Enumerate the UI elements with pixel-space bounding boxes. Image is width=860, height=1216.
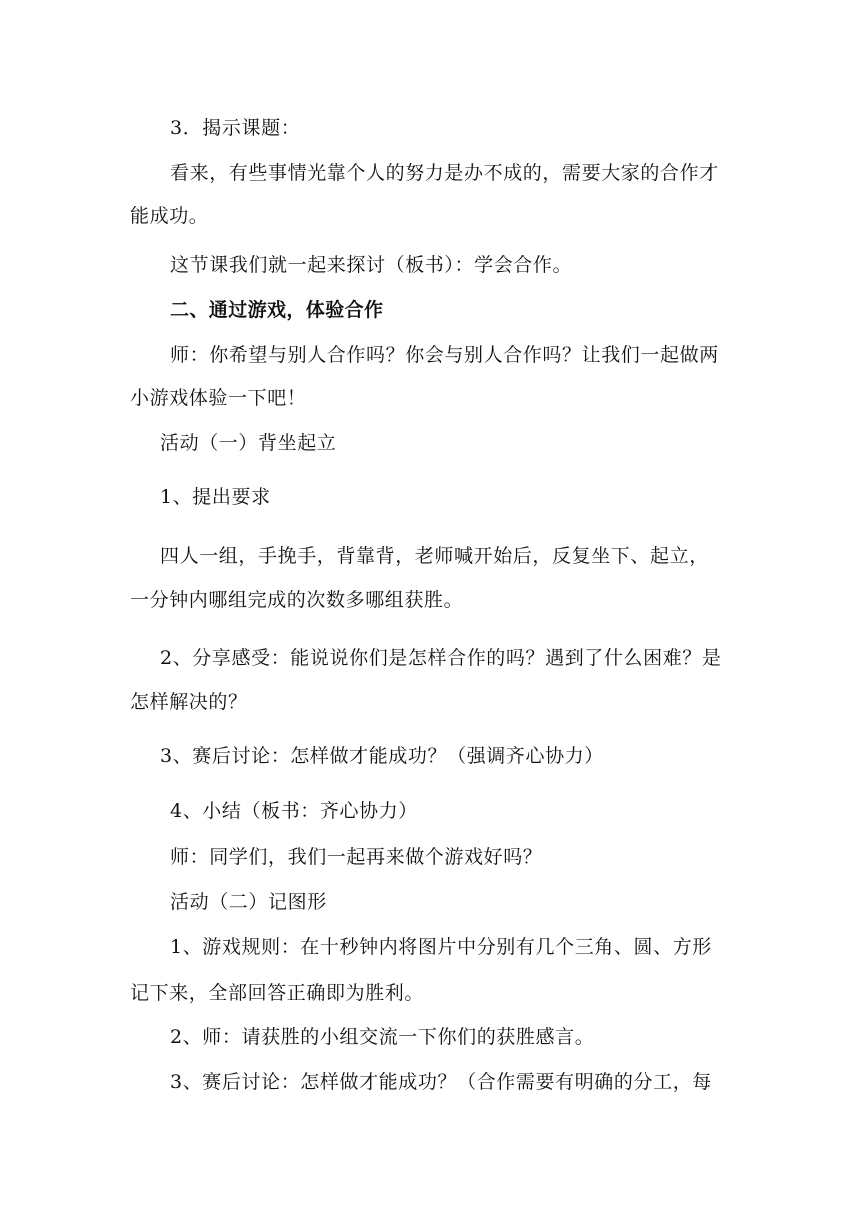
section-heading-reveal-topic: 3．揭示课题：: [170, 117, 301, 139]
list-item: 3、赛后讨论：怎样做才能成功？（强调齐心协力）: [160, 745, 604, 767]
paragraph-line: 师：同学们，我们一起再来做个游戏好吗？: [170, 846, 543, 868]
paragraph-line: 一分钟内哪组完成的次数多哪组获胜。: [130, 589, 464, 611]
paragraph-line: 这节课我们就一起来探讨（板书）：学会合作。: [170, 254, 573, 276]
paragraph-line: 记下来，全部回答正确即为胜利。: [130, 982, 425, 1004]
list-item: 1、提出要求: [160, 486, 271, 508]
list-item: 3、赛后讨论：怎样做才能成功？（合作需要有明确的分工，每: [170, 1071, 712, 1093]
paragraph-line: 看来，有些事情光靠个人的努力是办不成的，需要大家的合作才: [170, 162, 719, 184]
list-item: 1、游戏规则：在十秒钟内将图片中分别有几个三角、圆、方形: [170, 936, 712, 958]
activity-heading-one: 活动（一）背坐起立: [160, 432, 337, 454]
list-item: 2、师：请获胜的小组交流一下你们的获胜感言。: [170, 1026, 595, 1048]
list-item: 2、分享感受：能说说你们是怎样合作的吗？遇到了什么困难？是: [160, 647, 722, 669]
section-heading-game-experience: 二、通过游戏，体验合作: [170, 299, 384, 321]
paragraph-line: 师：你希望与别人合作吗？你会与别人合作吗？让我们一起做两: [170, 344, 719, 366]
paragraph-line: 四人一组，手挽手，背靠背，老师喊开始后，反复坐下、起立，: [160, 545, 709, 567]
activity-heading-two: 活动（二）记图形: [170, 891, 327, 913]
paragraph-line: 小游戏体验一下吧！: [130, 387, 307, 409]
paragraph-line: 怎样解决的？: [130, 691, 248, 713]
list-item: 4、小结（板书：齐心协力）: [170, 800, 418, 822]
paragraph-line: 能成功。: [130, 205, 209, 227]
